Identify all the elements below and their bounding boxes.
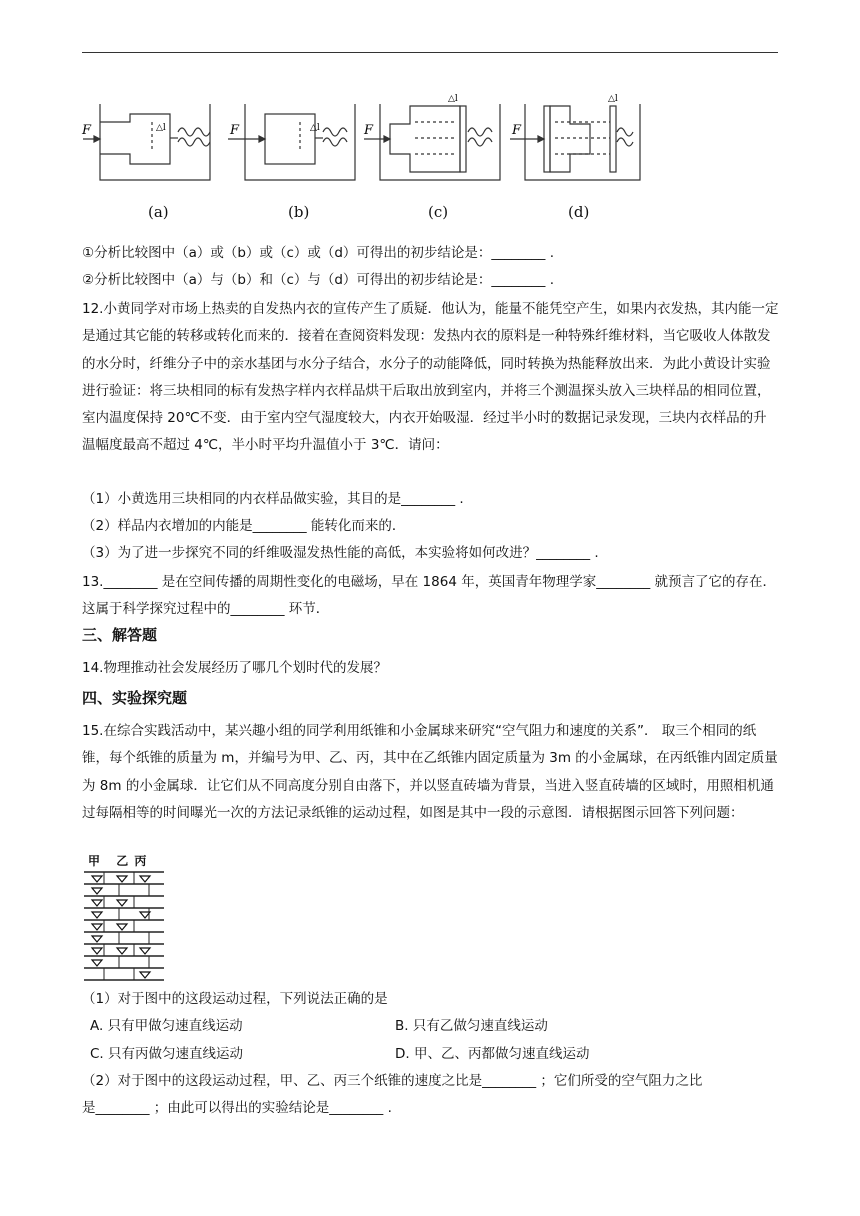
q15-sub2-line2: 是________ ；由此可以得出的实验结论是________ . [82,1100,392,1116]
caption-d: (d) [568,203,590,221]
q12-stem: 12.小黄同学对市场上热卖的自发热内衣的宣传产生了质疑．他认为，能量不能凭空产生，如果内衣发热，其内能一定是通过其它能的转移或转化而来的．接着在查阅资料发现：发热内衣的原料是一种特殊纤维材料，当它吸收人体散发的水分时，纤维分子中的亲水基团与水分子结合，水分子的动能降低，同时转换为热能释放出来．为此小黄设计实验进行验证：将三块相同的标有发热字样内衣样品烘干后取出放到室内，并将三个测温探头放入三块样品的相同位置，室内温度保持 20℃不变．由于室内空气湿度较大，内衣开始吸湿．经过半小时的数据记录发现，三块内衣样品的升温幅度最高不超过 4℃，半小时平均升温值小于 3℃．请问： [82,301,779,454]
label-yi: 乙 [116,854,129,868]
label-jia: 甲 [88,854,101,868]
q12-sub2: （2）样品内衣增加的内能是________ 能转化而来的． [82,518,406,534]
caption-c: (c) [428,203,449,221]
figure-piston-spring [80,92,660,202]
option-c[interactable]: C. 只有丙做匀速直线运动 [90,1046,244,1062]
delta-label-d: △l [608,94,618,104]
force-label-d: F [512,123,522,138]
q11-line2: ②分析比较图中（a）与（b）和（c）与（d）可得出的初步结论是：________ . [82,272,555,288]
q12-sub1: （1）小黄选用三块相同的内衣样品做实验，其目的是________ . [82,491,464,507]
force-label-b: F [230,123,240,138]
q15-stem: 15.在综合实践活动中，某兴趣小组的同学利用纸锥和小金属球来研究“空气阻力和速度的关系”． 取三个相同的纸锥，每个纸锥的质量为 m，并编号为甲、乙、丙，其中在乙纸锥内固定质量为 3m 的小金属球，在丙纸锥内固定质量为 8m 的小金属球．让它们从不同高度分别自由落下，并以竖直砖墙为背景，当进入竖直砖墙的区域时，用照相机通过每隔相等的时间曝光一次的方法记录纸锥的运动过程，如图是其中一段的示意图．请根据图示回答下列问题： [82,723,778,821]
label-bing: 丙 [134,854,147,868]
q15-sub2-line1: （2）对于图中的这段运动过程，甲、乙、丙三个纸锥的速度之比是________ ；它们所受的空气阻力之比 [82,1073,703,1089]
q15-sub1: （1）对于图中的这段运动过程，下列说法正确的是 [82,991,388,1007]
caption-b: (b) [288,203,310,221]
q11-line1: ①分析比较图中（a）或（b）或（c）或（d）可得出的初步结论是：________ . [82,245,555,261]
brick-wall-figure [84,868,168,984]
header-rule [82,52,778,53]
force-label-a: F [82,123,92,138]
option-b[interactable]: B. 只有乙做匀速直线运动 [395,1018,548,1034]
section4-title: 四、实验探究题 [82,689,188,707]
caption-a: (a) [148,203,169,221]
section3-title: 三、解答题 [82,626,158,644]
q12-sub3: （3）为了进一步探究不同的纤维吸湿发热性能的高低，本实验将如何改进？________ . [82,545,599,561]
delta-label-c: △l [448,94,458,104]
delta-label-b: △l [310,123,320,133]
force-label-c: F [364,123,374,138]
delta-label-a: △l [156,123,166,133]
q13-text: 13.________ 是在空间传播的周期性变化的电磁场，早在 1864 年，英国青年物理学家________ 就预言了它的存在．这属于科学探究过程中的________ 环节． [82,574,776,618]
option-d[interactable]: D. 甲、乙、丙都做匀速直线运动 [395,1046,590,1062]
q14-text: 14.物理推动社会发展经历了哪几个划时代的发展？ [82,660,387,676]
option-a[interactable]: A. 只有甲做匀速直线运动 [90,1018,243,1034]
